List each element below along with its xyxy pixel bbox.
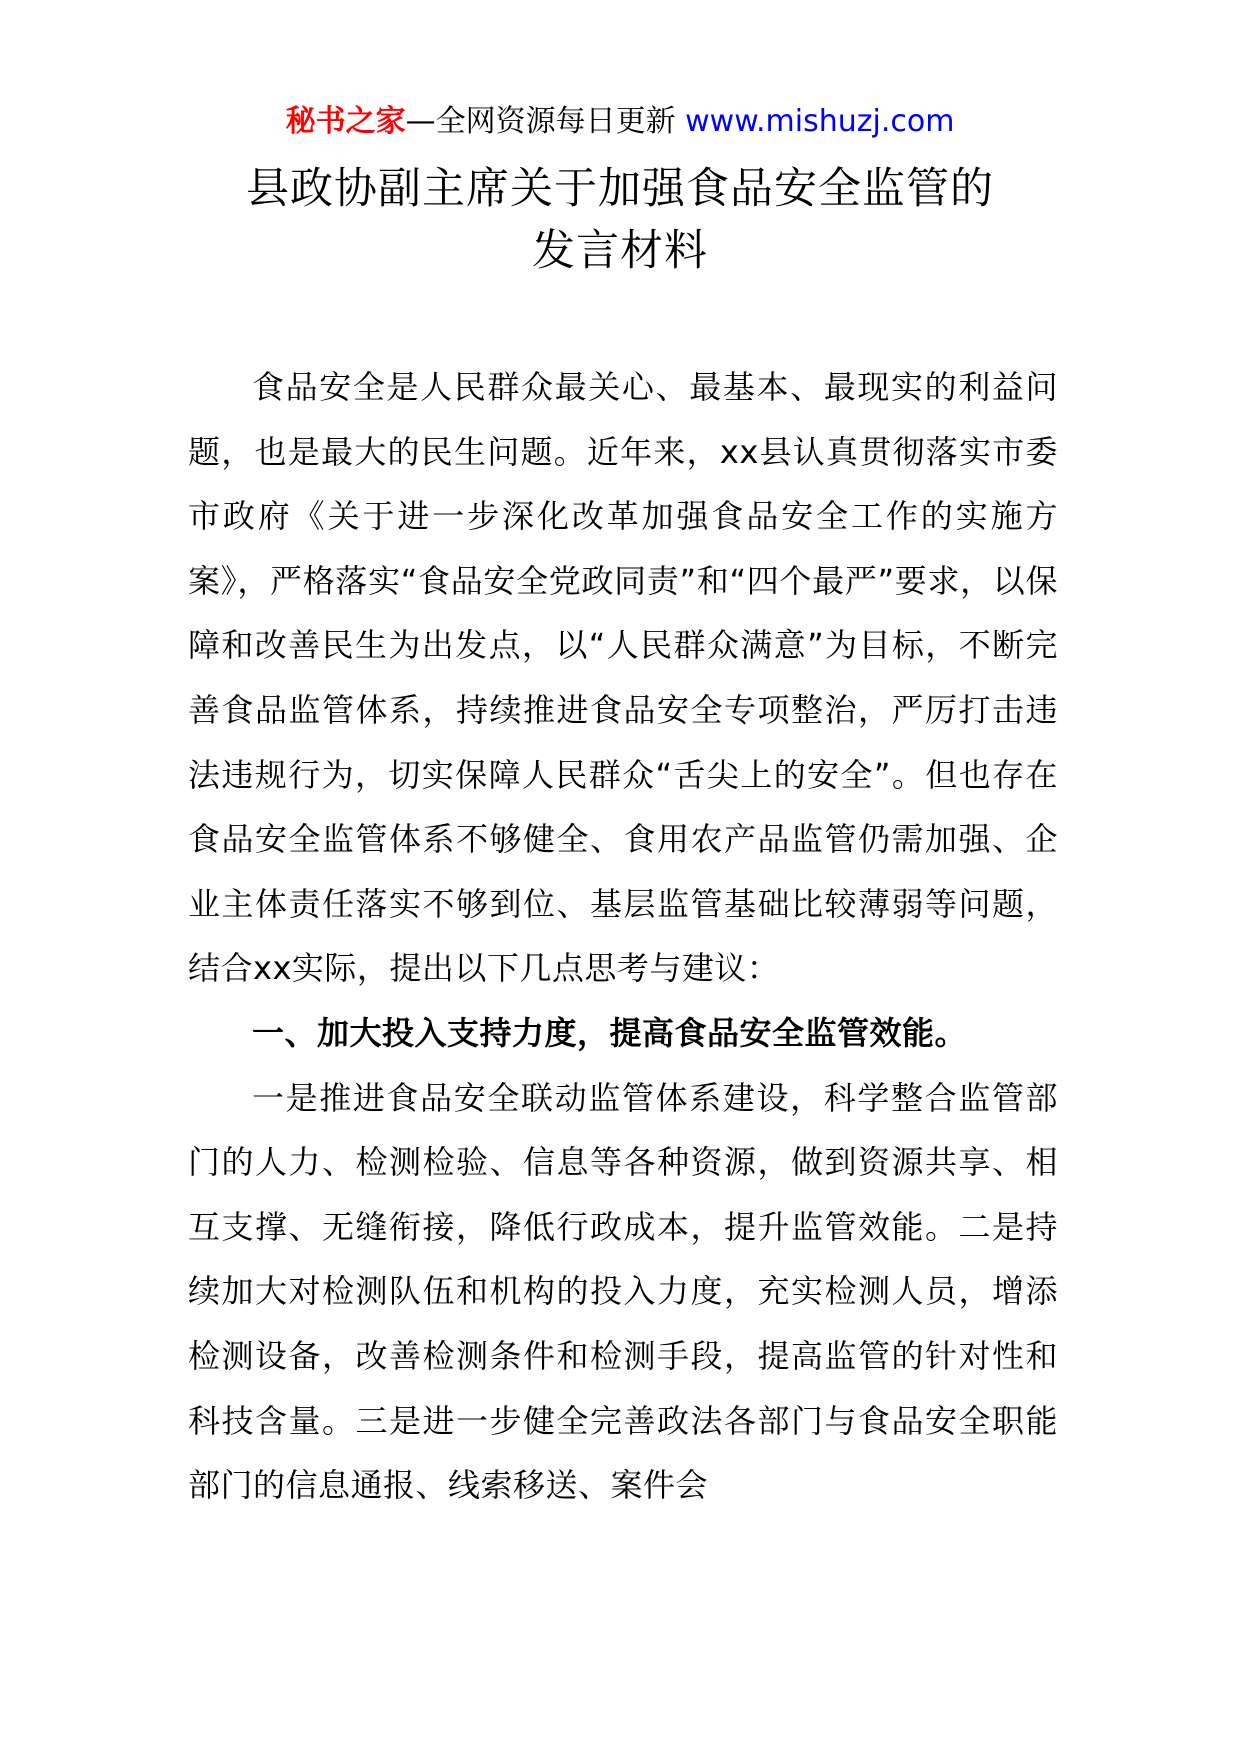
section-1-paragraph: 一是推进食品安全联动监管体系建设，科学整合监管部门的人力、检测检验、信息等各种资源，做到资源共享、相互支撑、无缝衔接，降低行政成本，提升监管效能。二是持续加大对检测队伍和机构的投入力度，充实检测人员，增添检测设备，改善检测条件和检测手段，提高监管的针对性和科技含量。三是进一步健全完善政法各部门与食品安全职能部门的信息通报、线索移送、案件会 [188, 1078, 1058, 1505]
title-line-1: 县政协副主席关于加强食品安全监管的 [246, 164, 994, 214]
banner-tagline: —全网资源每日更新 [405, 104, 686, 139]
site-banner [0, 100, 1240, 144]
section-heading-1: 一、加大投入支持力度，提高食品安全监管效能。 [252, 1013, 968, 1052]
document-body [188, 355, 1058, 1518]
site-url-link[interactable]: www.mishuzj.com [685, 104, 955, 139]
brand-name: 秘书之家 [285, 104, 406, 139]
document-title [0, 158, 1240, 282]
title-line-2: 发言材料 [532, 226, 708, 276]
intro-paragraph: 食品安全是人民群众最关心、最基本、最现实的利益问题，也是最大的民生问题。近年来，xx县认真贯彻落实市委市政府《关于进一步深化改革加强食品安全工作的实施方案》，严格落实“食品安全党政同责”和“四个最严”要求，以保障和改善民生为出发点，以“人民群众满意”为目标，不断完善食品监管体系，持续推进食品安全专项整治，严厉打击违法违规行为，切实保障人民群众“舌尖上的安全”。但也存在食品安全监管体系不够健全、食用农产品监管仍需加强、企业主体责任落实不够到位、基层监管基础比较薄弱等问题，结合xx实际，提出以下几点思考与建议： [188, 368, 1058, 988]
